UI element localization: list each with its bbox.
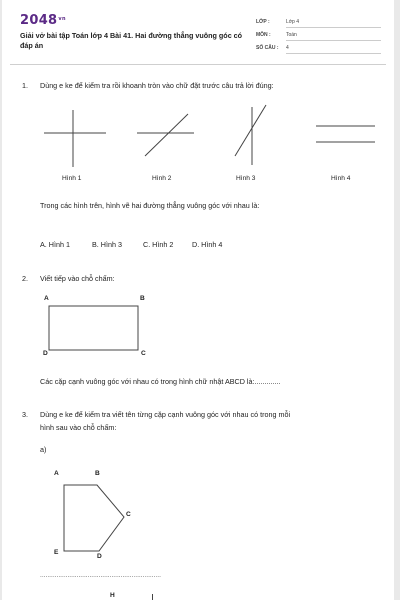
rectangle-abcd [49,306,138,350]
q3-text-line1: Dùng e ke để kiểm tra viết tên từng cặp cạnh vuông góc với nhau có trong mỗi [40,410,291,419]
q1-question: Trong các hình trên, hình vẽ hai đường thẳng vuông góc với nhau là: [40,201,260,210]
subject-value: Toán [286,32,297,38]
q1-option-b[interactable]: B. Hình 3 [92,240,122,249]
pent-label-b: B [95,470,100,477]
pent-label-c: C [126,511,131,518]
figure-2-lines [137,114,194,156]
q3-text-line2: hình sau vào chỗ chấm: [40,423,117,432]
rect-label-d: D [43,350,48,357]
grade-label: LỚP : [256,19,270,25]
rect-label-b: B [140,295,145,302]
rect-label-a: A [44,295,49,302]
figure-4-label: Hình 4 [331,175,351,182]
q1-option-c[interactable]: C. Hình 2 [143,240,174,249]
figure-4-lines [316,126,375,142]
figures-svg [2,0,394,600]
q3-number: 3. [22,410,28,419]
figure-3-label: Hình 3 [236,175,256,182]
next-figure-label-h: H [110,592,115,599]
figure-2-label: Hình 2 [152,175,172,182]
q3-answer-dots[interactable]: .................................................................. [40,572,161,579]
pent-label-a: A [54,470,59,477]
q3-part-a: a) [40,445,47,454]
q1-number: 1. [22,81,28,90]
q2-text: Viết tiếp vào chỗ chấm: [40,274,115,283]
figure-1-label: Hình 1 [62,175,82,182]
figure-1-lines [44,110,106,167]
grade-value: Lớp 4 [286,19,300,25]
next-figure-edge [152,594,153,600]
q2-answer-line[interactable]: Các cặp cạnh vuông góc với nhau có trong hình chữ nhật ABCD là:............. [40,377,281,386]
subject-label: MÔN : [256,32,271,38]
question-count-label: SỐ CÂU : [256,45,279,51]
site-logo[interactable]: $2048^{vn}$ [20,13,66,28]
rect-label-c: C [141,350,146,357]
pent-label-d: D [97,553,102,560]
question-count-value: 4 [286,45,289,51]
q2-number: 2. [22,274,28,283]
worksheet-page [2,0,394,600]
figure-3-lines [235,105,266,165]
q1-text: Dùng e ke để kiểm tra rồi khoanh tròn vào chữ đặt trước câu trả lời đúng: [40,81,274,90]
document-title: Giải vở bài tập Toán lớp 4 Bài 41. Hai đường thẳng vuông góc có đáp án [20,31,243,50]
q1-option-a[interactable]: A. Hình 1 [40,240,70,249]
pentagon-abcde [64,485,124,551]
pent-label-e: E [54,549,59,556]
q1-option-d[interactable]: D. Hình 4 [192,240,223,249]
